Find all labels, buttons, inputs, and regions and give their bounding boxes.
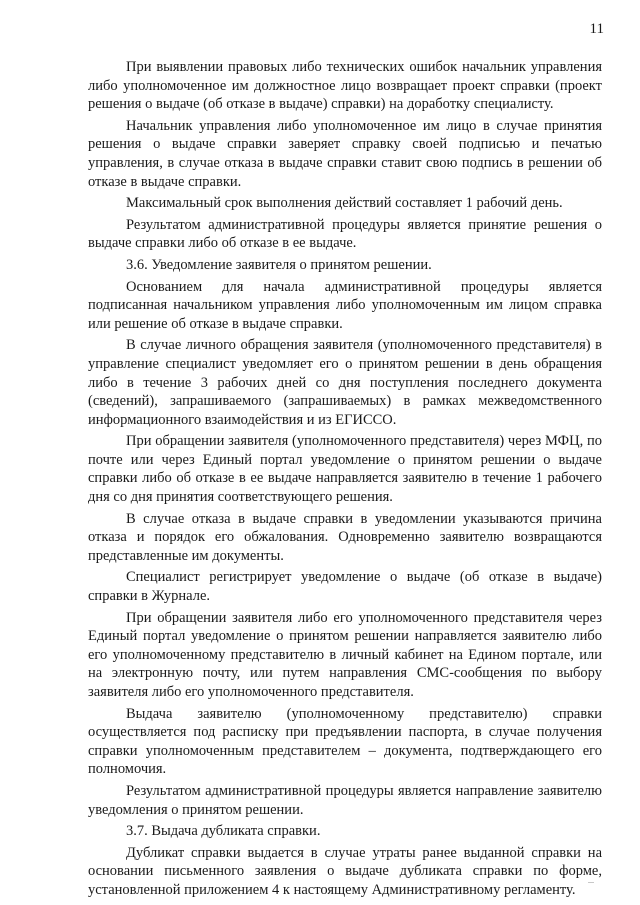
paragraph-procedure-result: Результатом административной процедуры является принятие решения о выдаче справки либо об отказе в ее выдаче. xyxy=(88,216,602,252)
document-body xyxy=(88,58,602,903)
page-number: 11 xyxy=(589,21,604,37)
paragraph-certification: Начальник управления либо уполномоченное им лицо в случае принятия решения о выдаче справки заверяет справку своей подписью и печатью управления, в случае отказа в выдаче справки ставит свою подпись в решении об отказе в выдаче справки. xyxy=(88,117,602,190)
paragraph-procedure-basis: Основанием для начала административной процедуры является подписанная начальником управления либо уполномоченным им лицом справка или решение об отказе в выдаче справки. xyxy=(88,278,602,332)
paragraph-max-duration: Максимальный срок выполнения действий составляет 1 рабочий день. xyxy=(126,195,563,212)
paragraph-mfc-appeal: При обращении заявителя (уполномоченного представителя) через МФЦ, по почте или через Единый портал уведомление о принятом решении о выдаче справки либо об отказе в ее выдаче направляется заявителю в течение 1 рабочего дня со дня принятия соответствующего решения. xyxy=(88,433,602,506)
scan-mark xyxy=(588,882,594,883)
section-heading-3-7: 3.7. Выдача дубликата справки. xyxy=(126,823,321,840)
paragraph-error-return: При выявлении правовых либо технических ошибок начальник управления либо уполномоченное им должностное лицо возвращает проект справки (проект решения о выдаче (об отказе в выдаче) справки) на доработку специалисту. xyxy=(88,59,602,113)
paragraph-notice-result: Результатом административной процедуры является направление заявителю уведомления о принятом решении. xyxy=(88,782,602,818)
paragraph-duplicate: Дубликат справки выдается в случае утраты ранее выданной справки на основании письменного заявления о выдаче дубликата справки по форме, установленной приложением 4 к настоящему Административному регламенту. xyxy=(88,844,602,898)
paragraph-registration: Специалист регистрирует уведомление о выдаче (об отказе в выдаче) справки в Журнале. xyxy=(88,569,602,605)
paragraph-portal-notice: При обращении заявителя либо его уполномоченного представителя через Единый портал уведомление о принятом решении направляется заявителю либо его уполномоченному представителю в личный кабинет на Едином портале, или на электронную почту, или путем направления СМС-сообщения по выбору заявителя либо его уполномоченного представителя. xyxy=(88,609,602,700)
paragraph-personal-appeal: В случае личного обращения заявителя (уполномоченного представителя) в управление специалист уведомляет его о принятом решении в день обращения либо в течение 3 рабочих дней со дня поступления последнего документа (сведений), запрашиваемого (запрашиваемых) в рамках межведомственного информационного взаимодействия и из ЕГИССО. xyxy=(88,337,602,428)
paragraph-refusal-notice: В случае отказа в выдаче справки в уведомлении указываются причина отказа и порядок его обжалования. Одновременно заявителю возвращаются представленные им документы. xyxy=(88,510,602,564)
section-heading-3-6: 3.6. Уведомление заявителя о принятом решении. xyxy=(126,256,432,273)
paragraph-issuance: Выдача заявителю (уполномоченному представителю) справки осуществляется под расписку при предъявлении паспорта, в случае получения справки уполномоченным представителем – документа, подтверждающего его полномочия. xyxy=(88,705,602,778)
